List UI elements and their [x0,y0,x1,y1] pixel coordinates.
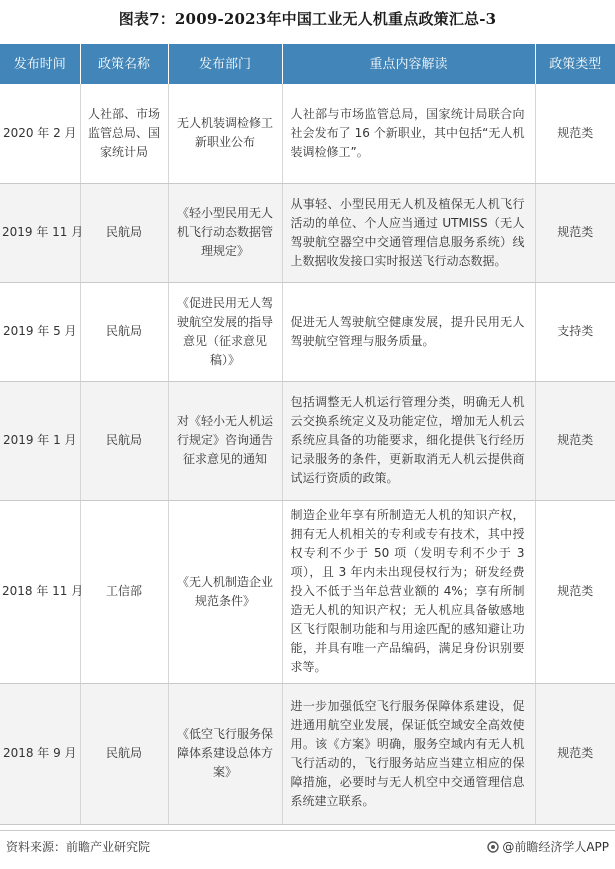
header-policy-type: 政策类型 [535,44,615,84]
table-row [0,381,615,500]
row-department: 《无人机制造企业规范条件》 [168,500,282,683]
row-department: 《促进民用无人驾驶航空发展的指导意见（征求意见稿）》 [168,282,282,381]
brand-credit [487,838,609,855]
brand-label: @前瞻经济学人APP [502,840,609,854]
row-policy-name: 民航局 [80,282,168,381]
row-date: 2018 年 11 月 [0,500,80,683]
header-policy-name: 政策名称 [80,44,168,84]
header-date: 发布时间 [0,44,80,84]
row-content: 制造企业年享有所制造无人机的知识产权，拥有无人机相关的专利或专有技术，其中授权专利不少于 50 项（发明专利不少于 3 项），且 3 年内未出现侵权行为；研发经费投入不低于当年总营业额的 4%；享有所制造无人机的知识产权；无人机应具备敏感地区飞行限制功能和与用途匹配的感知避让功能，并具有唯一产品编码，满足身份识别要求等。 [282,500,535,683]
row-content: 进一步加强低空飞行服务保障体系建设，促进通用航空业发展，保证低空域安全高效使用。该《方案》明确，服务空域内有无人机飞行活动的，飞行服务站应当建立相应的保障措施，必要时与无人机空中交通管理信息系统建立联系。 [282,683,535,824]
chart-title: 图表7：2009-2023年中国工业无人机重点政策汇总-3 [118,10,497,28]
source-note: 资料来源：前瞻产业研究院 [6,840,151,854]
row-content: 包括调整无人机运行管理分类，明确无人机云交换系统定义及功能定位，增加无人机云系统应具备的功能要求，细化提供飞行经历记录服务的条件，更新取消无人机云提供商试运行资质的政策。 [282,381,535,500]
table-row [0,282,615,381]
row-policy-type: 支持类 [535,282,615,381]
row-department: 无人机装调检修工新职业公布 [168,84,282,183]
row-date: 2019 年 1 月 [0,381,80,500]
row-content: 从事轻、小型民用无人机及植保无人机飞行活动的单位、个人应当通过 UTMISS（无人驾驶航空器空中交通管理信息服务系统）线上数据收发接口实时报送飞行动态数据。 [282,183,535,282]
row-department: 《低空飞行服务保障体系建设总体方案》 [168,683,282,824]
row-department: 《轻小型民用无人机飞行动态数据管理规定》 [168,183,282,282]
table-row [0,84,615,183]
table-row [0,500,615,683]
row-policy-name: 民航局 [80,683,168,824]
row-date: 2018 年 9 月 [0,683,80,824]
row-policy-type: 规范类 [535,381,615,500]
header-department: 发布部门 [168,44,282,84]
row-policy-name: 民航局 [80,183,168,282]
header-content: 重点内容解读 [282,44,535,84]
footer-divider [0,830,615,831]
row-policy-type: 规范类 [535,683,615,824]
row-policy-type: 规范类 [535,183,615,282]
table-row [0,683,615,824]
row-content: 促进无人驾驶航空健康发展，提升民用无人驾驶航空管理与服务质量。 [282,282,535,381]
brand-logo-icon [487,841,499,853]
table-row [0,183,615,282]
row-date: 2019 年 5 月 [0,282,80,381]
row-policy-type: 规范类 [535,500,615,683]
row-policy-name: 民航局 [80,381,168,500]
row-date: 2019 年 11 月 [0,183,80,282]
row-department: 对《轻小无人机运行规定》咨询通告征求意见的通知 [168,381,282,500]
policy-table [0,44,615,825]
row-policy-name: 人社部、市场监管总局、国家统计局 [80,84,168,183]
row-policy-type: 规范类 [535,84,615,183]
row-policy-name: 工信部 [80,500,168,683]
table-header-row [0,44,615,84]
row-content: 人社部与市场监管总局，国家统计局联合向社会发布了 16 个新职业，其中包括“无人机装调检修工”。 [282,84,535,183]
row-date: 2020 年 2 月 [0,84,80,183]
